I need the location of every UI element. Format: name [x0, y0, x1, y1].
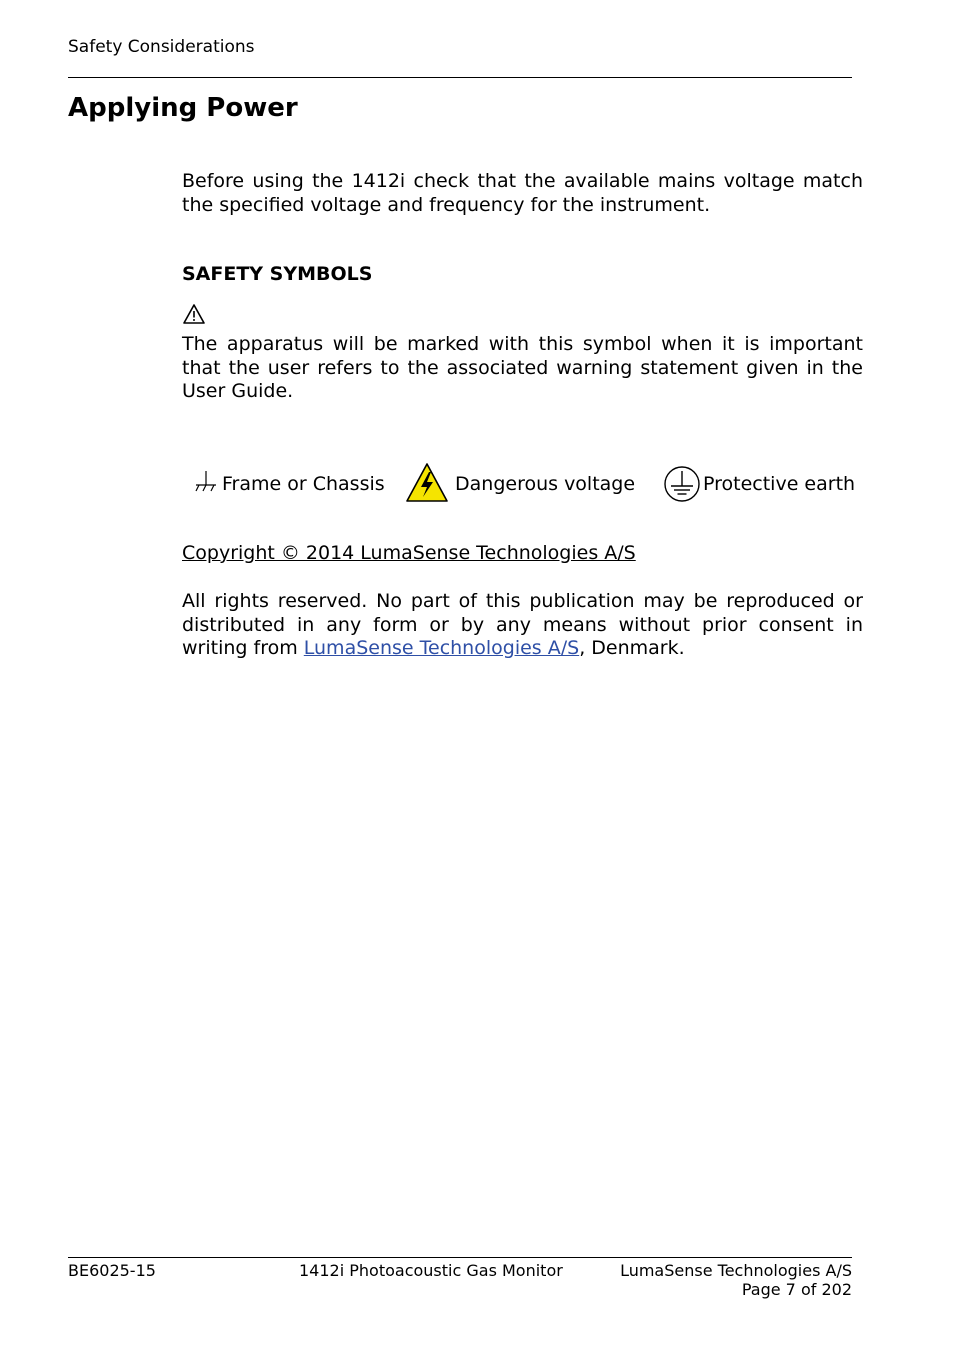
footer-company: LumaSense Technologies A/S [620, 1261, 852, 1280]
footer-doc-number: BE6025-15 [68, 1261, 156, 1280]
safety-symbols-heading: SAFETY SYMBOLS [182, 263, 373, 285]
warning-triangle-icon [182, 303, 206, 325]
header-rule [68, 77, 852, 78]
rights-paragraph [182, 590, 863, 661]
copyright-line: Copyright © 2014 LumaSense Technologies A/S [182, 542, 636, 564]
section-title: Applying Power [68, 93, 298, 123]
intro-paragraph: Before using the 1412i check that the available mains voltage match the specified voltage and frequency for the instrument. [182, 170, 863, 216]
warning-paragraph: The apparatus will be marked with this symbol when it is important that the user refers to the associated warning statement given in the User Guide. [182, 333, 863, 402]
frame-chassis-label: Frame or Chassis [222, 473, 385, 495]
footer-company-page [620, 1261, 852, 1299]
protective-earth-icon [662, 462, 702, 504]
protective-earth-label: Protective earth [703, 473, 856, 495]
running-header: Safety Considerations [68, 37, 255, 57]
footer-product: 1412i Photoacoustic Gas Monitor [299, 1261, 563, 1280]
rights-text-after: , Denmark. [579, 637, 685, 659]
frame-chassis-icon [194, 469, 218, 497]
footer-page-number: Page 7 of 202 [741, 1280, 852, 1299]
rights-text-before: All rights reserved. No part of this publication may be reproduced or distributed in any form or by any means without prior consent in writing from [182, 590, 863, 659]
dangerous-voltage-label: Dangerous voltage [455, 473, 636, 495]
dangerous-voltage-icon [405, 462, 449, 504]
footer-rule [68, 1257, 852, 1258]
lumasense-link[interactable]: LumaSense Technologies A/S [303, 637, 580, 659]
